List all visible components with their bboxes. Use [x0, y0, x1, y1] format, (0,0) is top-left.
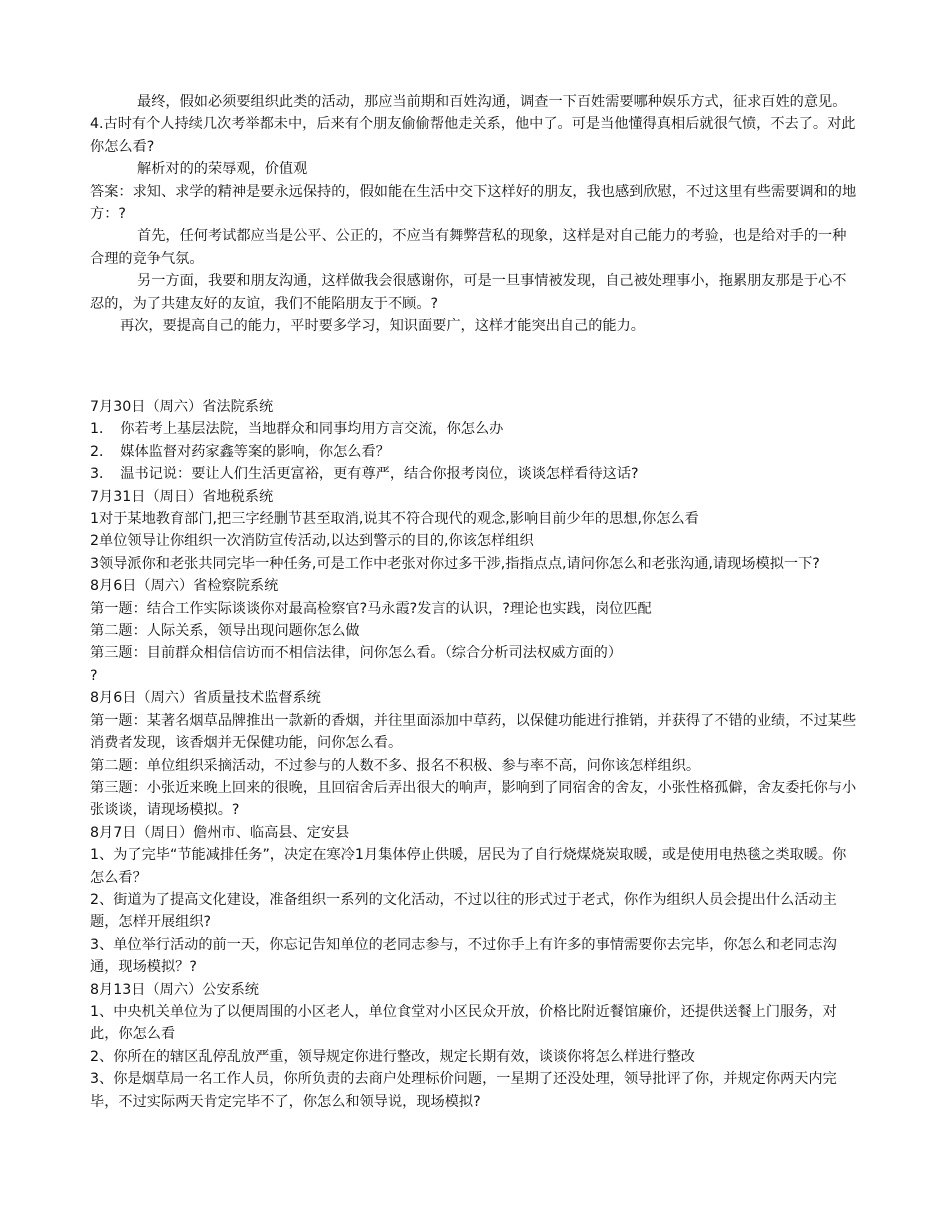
paragraph: 1． 你若考上基层法院，当地群众和同事均用方言交流，你怎么办: [90, 421, 504, 438]
paragraph: 最终，假如必须要组织此类的活动，那应当前期和百姓沟通，调查一下百姓需要哪种娱乐方式，征求百姓的意见。: [137, 94, 847, 110]
paragraph: 2． 媒体监督对药家鑫等案的影响，你怎么看？: [90, 443, 390, 460]
paragraph: 第三题：小张近来晚上回来的很晚，且回宿舍后弄出很大的响声，影响到了同宿舍的舍友，小张性格孤僻，舍友委托你与小张谈谈，请现场模拟。?: [90, 779, 857, 819]
paragraph: 8月7日（周日）儋州市、临高县、定安县: [90, 824, 350, 841]
paragraph: 第一题：结合工作实际谈谈你对最高检察官?马永霞?发言的认识，?理论也实践，岗位匹配: [90, 600, 652, 617]
paragraph: 2、街道为了提高文化建设，准备组织一系列的文化活动，不过以往的形式过于老式，你作为组织人员会提出什么活动主题，怎样开展组织?: [90, 891, 837, 931]
paragraph: 7月31日（周日）省地税系统: [90, 488, 274, 505]
paragraph: 2单位领导让你组织一次消防宣传活动,以达到警示的目的,你该怎样组织: [90, 533, 534, 550]
paragraph: 1、为了完毕“节能减排任务”，决定在寒冷1月集体停止供暖，居民为了自行烧煤烧炭取暖，或是使用电热毯之类取暖。你怎么看？: [90, 847, 847, 886]
paragraph: 3领导派你和老张共同完毕一种任务,可是工作中老张对你过多干涉,指指点点,请问你怎么和老张沟通,请现场模拟一下?: [90, 555, 820, 572]
intro-block: [90, 91, 860, 337]
paragraph: 3、你是烟草局一名工作人员，你所负责的去商户处理标价问题，一星期了还没处理，领导批评了你，并规定你两天内完毕，不过实际两天肯定完毕不了，你怎么和领导说，现场模拟?: [90, 1071, 837, 1110]
paragraph: 第二题：人际关系，领导出现问题你怎么做: [90, 623, 360, 640]
paragraph: 解析对的的荣辱观，价值观: [137, 161, 308, 178]
paragraph: 第二题：单位组织采摘活动，不过参与的人数不多、报名不积极、参与率不高，问你该怎样组织。: [90, 757, 701, 774]
paragraph: 3． 温书记说：要让人们生活更富裕，更有尊严，结合你报考岗位，谈谈怎样看待这话?: [90, 466, 639, 483]
paragraph: 第三题：目前群众相信信访而不相信法律，问你怎么看。（综合分析司法权威方面的）: [90, 645, 623, 662]
paragraph: 另一方面，我要和朋友沟通，这样做我会很感谢你，可是一旦事情被发现，自己被处理事小，拖累朋友那是于心不忍的，为了共建友好的友谊，我们不能陷朋友于不顾。?: [90, 273, 847, 312]
paragraph: 1、中央机关单位为了以便周围的小区老人，单位食堂对小区民众开放，价格比附近餐馆廉价，还提供送餐上门服务，对此，你怎么看: [90, 1003, 837, 1043]
paragraph: 8月13日（周六）公安系统: [90, 981, 259, 998]
paragraph: 8月6日（周六）省质量技术监督系统: [90, 690, 321, 707]
paragraph: 4.古时有个人持续几次考举都未中，后来有个朋友偷偷帮他走关系，他中了。可是当他懂得真相后就很气愤，不去了。对此你怎么看?: [90, 116, 856, 155]
paragraph: 第一题：某著名烟草品牌推出一款新的香烟，并往里面添加中草药，以保健功能进行推销，并获得了不错的业绩，不过某些消费者发现，该香烟并无保健功能，问你怎么看。: [90, 712, 857, 752]
paragraph: ?: [90, 667, 98, 684]
paragraph: 再次，要提高自己的能力，平时要多学习，知识面要广，这样才能突出自己的能力。: [120, 318, 645, 335]
paragraph: 答案：求知、求学的精神是要永远保持的，假如能在生活中交下这样好的朋友，我也感到欣慰，不过这里有些需要调和的地方：?: [90, 183, 857, 223]
paragraph: 8月6日（周六）省检察院系统: [90, 578, 279, 595]
interview-questions-block: [90, 396, 860, 1113]
paragraph: 首先，任何考试都应当是公平、公正的，不应当有舞弊营私的现象，这样是对自己能力的考验，也是给对手的一种合理的竞争气氛。: [90, 228, 847, 267]
paragraph: 2、你所在的辖区乱停乱放严重，领导规定你进行整改，规定长期有效，谈谈你将怎么样进行整改: [90, 1048, 695, 1065]
paragraph: 1对于某地教育部门,把三字经删节甚至取消,说其不符合现代的观念,影响目前少年的思想,你怎么看: [90, 511, 699, 528]
paragraph: 7月30日（周六）省法院系统: [90, 399, 274, 415]
paragraph: 3、单位举行活动的前一天，你忘记告知单位的老同志参与，不过你手上有许多的事情需要你去完毕，你怎么和老同志沟通，现场模拟？?: [90, 936, 837, 976]
